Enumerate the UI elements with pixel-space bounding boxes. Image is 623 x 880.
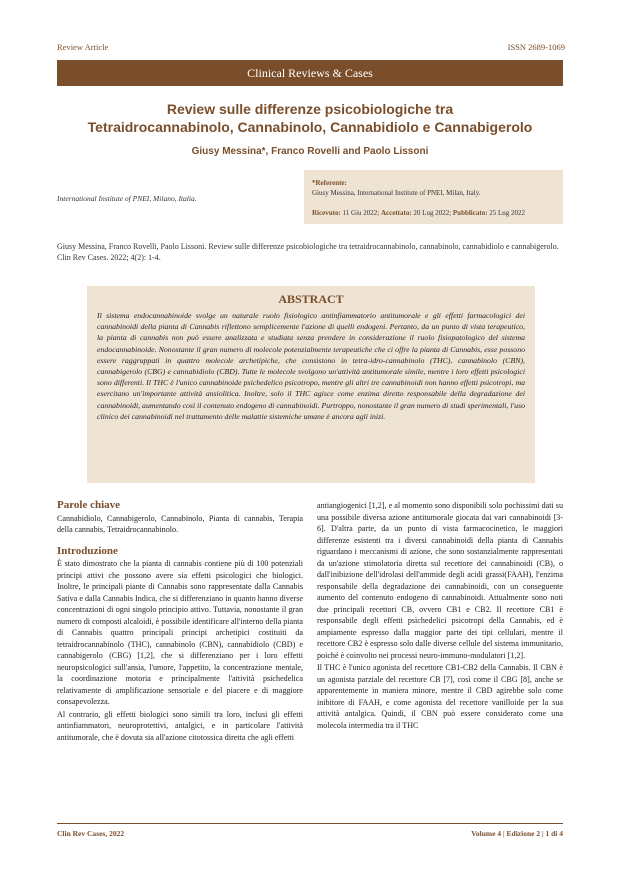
issn: ISSN 2689-1069	[507, 42, 565, 52]
abstract-box	[87, 286, 535, 483]
accepted-label: Accettato:	[380, 209, 412, 217]
column-right	[317, 500, 563, 732]
article-title	[57, 100, 563, 136]
keywords-text: Cannabidiolo, Cannabigerolo, Cannabinolo, Pianta di cannabis, Terapia della cannabis, Tetraidrocannabinolo.	[57, 513, 303, 534]
intro-paragraph-3: antiangiogenici [1,2], e al momento sono disponibili solo pochissimi dati su una possibile diversa azione antitumorale giocata dai vari cannabinoidi [3-6]. D'altra parte, da un punto di vista farmacocinetico, le maggiori differenze esistenti tra i diversi cannabinoidi della pianta di Cannabis riguardano i meccanismi di azione, che sono sostanzialmente rappresentati da un'azione stimolatoria diretta sul recettore dei cannabinoidi (CB), o dall'inibizione dell'idrolasi dell'ammide degli acidi grassi(FAAH), l'enzima responsabile della degradazione dei cannabinoidi, con un conseguente aumento del contenuto endogeno di cannabinoidi. Attualmente sono noti due principali recettori CB, ovvero CB1 e CB2. Il recettore CB1 è responsabile degli effetti psichedelici psicotropi della Cannabis, ed è ampiamente espresso dalla maggior parte dei tipi cellulari, mentre il recettore CB2 è espresso solo dalle diverse cellule del sistema immunitario, poiché è coinvolto nei processi neuro-immuno-modulatori [1,2].	[317, 501, 563, 660]
footer-divider	[57, 823, 563, 824]
title-line-1: Review sulle differenze psicobiologiche tra	[166, 101, 454, 117]
abstract-heading: ABSTRACT	[278, 292, 344, 306]
title-line-2: Tetraidrocannabinolo, Cannabinolo, Cannabidiolo e Cannabigerolo	[87, 119, 533, 135]
dates-line	[312, 208, 555, 218]
received-label: Ricevuto:	[312, 209, 341, 217]
correspondence-box	[304, 170, 563, 224]
correspondence-text: Giusy Messina, International Institute of PNEI, Milan, Italy.	[312, 189, 481, 197]
journal-banner: Clinical Reviews & Cases	[57, 60, 563, 86]
intro-heading: Introduzione	[57, 544, 118, 557]
keywords-heading: Parole chiave	[57, 499, 121, 511]
affiliation: International Institute of PNEI, Milano, Italia.	[57, 194, 197, 203]
published-label: Pubblicato:	[452, 209, 488, 217]
intro-paragraph-1: È stato dimostrato che la pianta di cannabis contiene più di 100 potenziali principi attivi che possono avere sia effetti psicologici che biologici. Inoltre, le principali piante di Cannabis sono rappresentate dalla Cannabis Sativa e dalla Cannabis Indica, che si differenziano in quanto hanno diverse concentrazioni di ogni singolo principio attivo. Tuttavia, nonostante il gran numero di composti alcaloidi, è possibile identificare all'interno della pianta di Cannabis quattro principali principi archetipici costituiti da tetraidrocannabinolo (THC), cannabinolo (CBN), cannabidiolo (CBD) e cannabigerolo (CBG) [1,2], che si differenziano per i loro effetti neuropsicologici sull'ansia, l'umore, l'appetito, la concentrazione mentale, la coordinazione motoria e principalmente l'attività psichedelica relativamente di amplificazione sensoriale e del piacere e di maggiore consapevolezza.	[57, 559, 303, 706]
column-left	[57, 500, 303, 744]
accepted-date: 20 Lug 2022;	[413, 209, 452, 217]
authors: Giusy Messina*, Franco Rovelli and Paolo Lissoni	[191, 146, 429, 157]
abstract-text: Il sistema endocannabinoide svolge un naturale ruolo fisiologico antinfiammatorio antitumorale e gli effetti farmacologici dei cannabinoidi della pianta di Cannabis riflettono semplicemente l'azione di quelli endogeni. Pertanto, da un punto di vista terapeutico, la pianta di cannabis non può essere analizzata e studiata senza prendere in considerazione il ruolo fisiopatologico del sistema endocannabinoide. Nonostante il gran numero di molecole potenzialmente terapeutiche che ci offre la pianta di Cannabis, esse possono essere raggruppati in quattro molecole archetipiche, che consistono in tetra-idro-cannabinolo (THC), cannabinolo (CBN), cannabigerolo (CBG) e cannabidiolo (CBD). Tutte le molecole svolgono un'attività antitumorale simile, mentre i loro effetti psicologici sono differenti. Il THC è l'unico cannabinoide psichedelico psicotropo, mentre gli altri tre cannabinoidi non hanno effetti psicotropi, ma esercitano un'importante attività ansiolitica. Inoltre, solo il THC agisce come enzima diretto responsabile della degradazione dei cannabinoidi, aumentando così il contenuto endogeno di cannabinoidi. Purtroppo, nonostante il gran numero di studi sperimentali, l'uso clinico dei cannabinoidi nel trattamento delle malattie sistemiche umane è ancora agli inizi.	[97, 311, 525, 421]
footer-journal: Clin Rev Cases, 2022	[57, 829, 125, 838]
published-date: 25 Lug 2022	[489, 209, 526, 217]
footer-page-info: Volume 4 | Edizione 2 | 1 di 4	[471, 829, 563, 838]
article-type: Review Article	[57, 42, 109, 52]
correspondence-label: *Referente:	[312, 179, 347, 187]
received-date: 11 Giu 2022;	[342, 209, 380, 217]
intro-paragraph-4: Il THC è l'unico agonista del recettore CB1-CB2 della Cannabis. Il CBN è un agonista parziale del recettore CB [7], così come il CBG [8], anche se apparentemente in maniera minore, mentre il CBD agirebbe solo come inibitore di FAAH, e come agonista del recettore vanilloide per la sua attività antalgica. Quindi, il CBN può essere considerato come una molecola intermedia tra il THC	[317, 663, 563, 730]
citation: Giusy Messina, Franco Rovelli, Paolo Lissoni. Review sulle differenze psicobiologiche tra tetraidrocannabinolo, cannabinolo, cannabidiolo e cannabigerolo. Clin Rev Cases. 2022; 4(2): 1-4.	[57, 242, 559, 262]
intro-paragraph-2: Al contrario, gli effetti biologici sono simili tra loro, inclusi gli effetti antinfiammatori, neuroprotettivi, antalgici, e in particolare l'attività antitumorale, che è dovuta sia all'azione citotossica diretta che agli effetti	[57, 709, 303, 742]
